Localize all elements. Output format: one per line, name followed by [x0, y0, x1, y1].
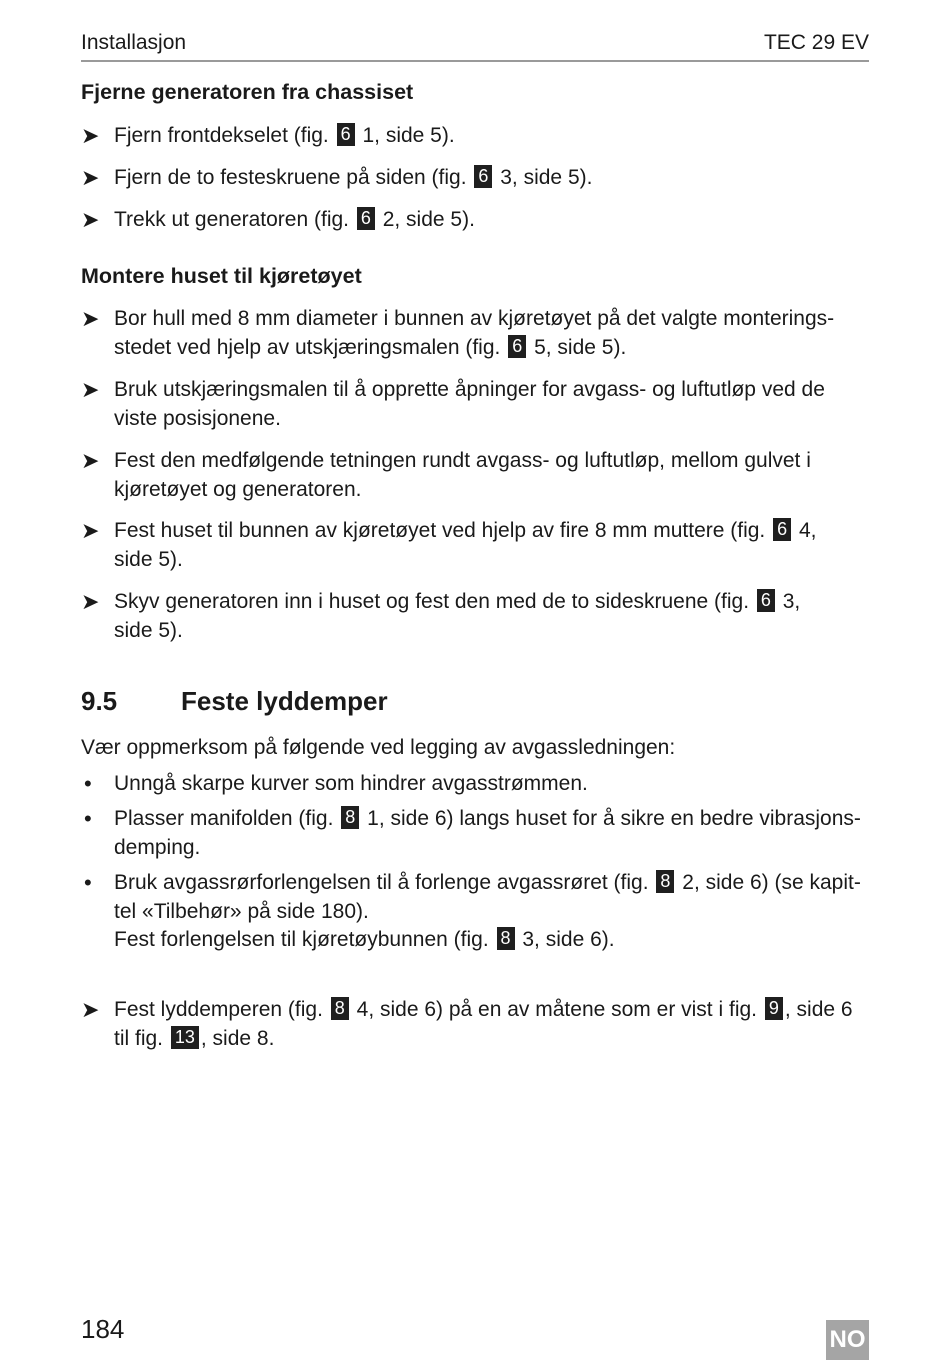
language-badge: NO — [826, 1320, 869, 1360]
section-intro: Vær oppmerksom på følgende ved legging av avgassledningen: — [81, 736, 676, 759]
figure-ref: 8 — [497, 927, 515, 950]
figure-ref: 6 — [474, 165, 492, 188]
header-divider — [81, 60, 869, 62]
instruction-step: ➤ Bruk utskjæringsmalen til å opprette åpninger for avgass- og luftutløp ved de viste posisjonene. — [81, 377, 825, 430]
figure-ref: 6 — [337, 123, 355, 146]
instruction-step: ➤ Skyv generatoren inn i huset og fest den med de to sideskruene (fig. 6 3, side 5). — [81, 589, 801, 642]
bullet-icon: • — [84, 771, 92, 796]
bullet-icon: • — [84, 806, 92, 831]
instruction-step: ➤ Fest den medfølgende tetningen rundt avgass- og luftutløp, mellom gulvet i kjøretøyet og generatoren. — [81, 448, 811, 501]
figure-ref: 8 — [341, 806, 359, 829]
page-header — [81, 31, 869, 61]
instruction-step: ➤ Fjern frontdekselet (fig. 6 1, side 5). — [81, 122, 869, 151]
bullet-item: • Plasser manifolden (fig. 8 1, side 6) langs huset for å sikre en bedre vibrasjons- demping. — [84, 806, 861, 859]
figure-ref: 13 — [171, 1026, 199, 1049]
arrow-icon: ➤ — [81, 377, 100, 402]
document-page — [81, 0, 869, 1364]
arrow-icon: ➤ — [81, 518, 100, 543]
section-number: 9.5 — [81, 686, 118, 716]
arrow-icon: ➤ — [81, 123, 100, 148]
bullet-item: • Bruk avgassrørforlengelsen til å forlenge avgassrøret (fig. 8 2, side 6) (se kapit- tel «Tilbehør» på side 180). Fest forlengelsen til kjøretøybunnen (fig. 8 3, side 6). — [84, 870, 861, 951]
instruction-step: ➤ Bor hull med 8 mm diameter i bunnen av kjøretøyet på det valgte monterings- stedet ved hjelp av utskjæringsmalen (fig. 6 5, side 5). — [81, 306, 835, 359]
figure-ref: 6 — [357, 207, 375, 230]
page-number: 184 — [81, 1314, 125, 1344]
arrow-icon: ➤ — [81, 997, 100, 1022]
arrow-icon: ➤ — [81, 448, 100, 473]
arrow-icon: ➤ — [81, 165, 100, 190]
figure-ref: 8 — [656, 870, 674, 893]
figure-ref: 8 — [331, 997, 349, 1020]
bullet-icon: • — [84, 870, 92, 895]
arrow-icon: ➤ — [81, 207, 100, 232]
figure-ref: 9 — [765, 997, 783, 1020]
instruction-step: ➤ Trekk ut generatoren (fig. 6 2, side 5). — [81, 206, 869, 235]
subheading-remove-generator: Fjerne generatoren fra chassiset — [81, 80, 414, 104]
instruction-step: ➤ Fjern de to festeskruene på siden (fig. 6 3, side 5). — [81, 164, 869, 193]
figure-ref: 6 — [773, 518, 791, 541]
figure-ref: 6 — [757, 589, 775, 612]
figure-ref: 6 — [508, 335, 526, 358]
header-model: TEC 29 EV — [763, 31, 869, 54]
arrow-icon: ➤ — [81, 589, 100, 614]
bullet-item: • Unngå skarpe kurver som hindrer avgasstrømmen. — [81, 770, 869, 799]
instruction-step: ➤ Fest lyddemperen (fig. 8 4, side 6) på en av måtene som er vist i fig. 9 , side 6 til fig. 13 , side 8. — [81, 997, 853, 1050]
section-title: Feste lyddemper — [181, 686, 388, 716]
header-chapter: Installasjon — [81, 31, 187, 54]
arrow-icon: ➤ — [81, 306, 100, 331]
subheading-mount-housing: Montere huset til kjøretøyet — [81, 264, 362, 288]
instruction-step: ➤ Fest huset til bunnen av kjøretøyet ved hjelp av fire 8 mm muttere (fig. 6 4, side 5). — [81, 518, 817, 571]
